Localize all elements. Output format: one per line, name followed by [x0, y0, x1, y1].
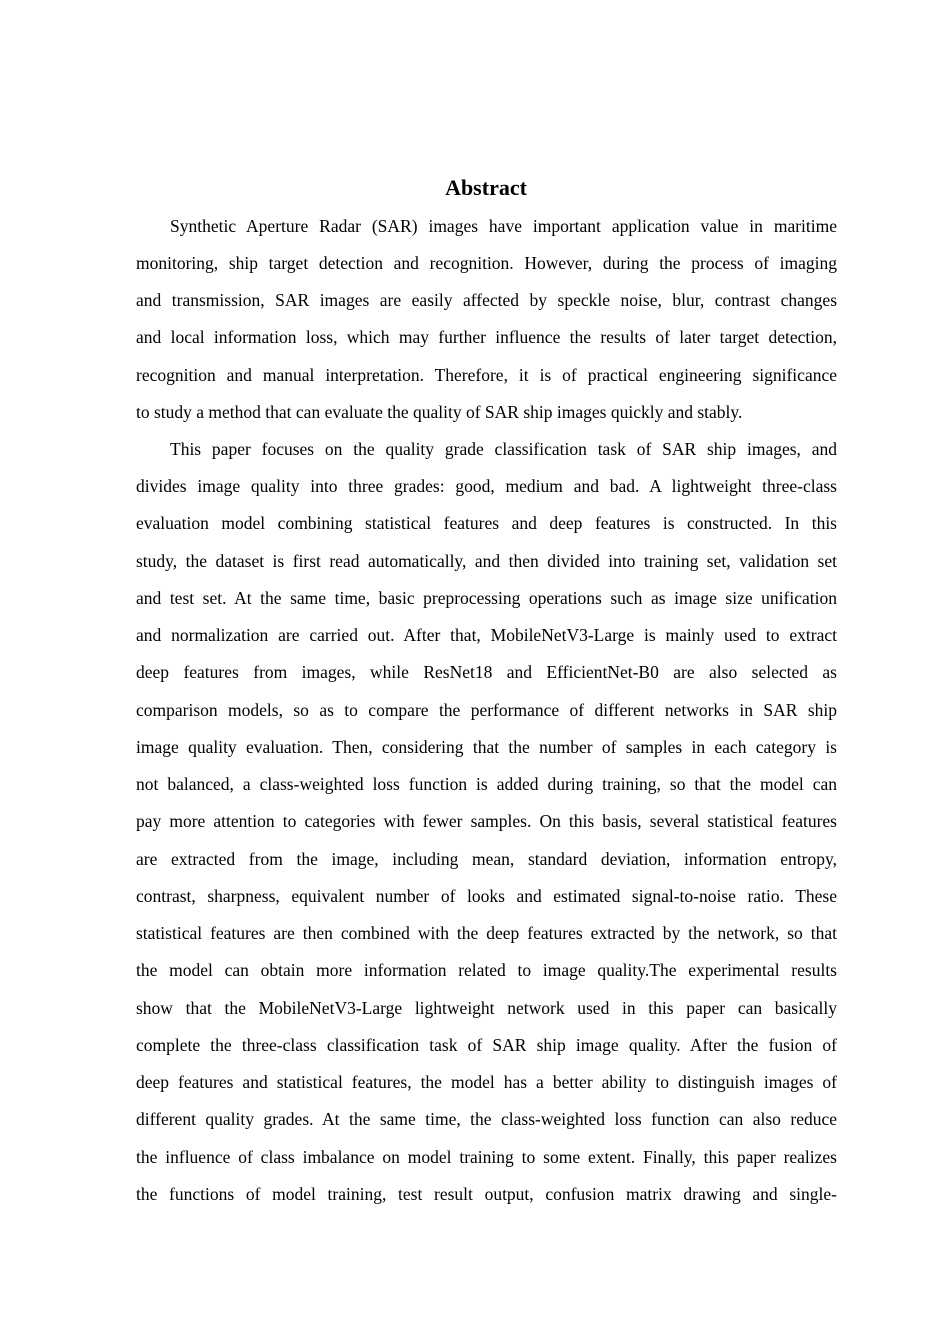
paragraph-1-line-3: and transmission, SAR images are easily affected by speckle noise, blur, contrast changes [136, 290, 837, 310]
paragraph-2-line-15: the model can obtain more information related to image quality.The experimental results [136, 960, 837, 980]
paragraph-2-line-11: pay more attention to categories with fewer samples. On this basis, several statistical features [136, 811, 837, 831]
paragraph-2-line-9: image quality evaluation. Then, considering that the number of samples in each category is [136, 737, 837, 757]
paragraph-2-line-8: comparison models, so as to compare the performance of different networks in SAR ship [136, 700, 837, 720]
paragraph-2-line-14: statistical features are then combined with the deep features extracted by the network, so that [136, 923, 837, 943]
paragraph-2-line-6: and normalization are carried out. After that, MobileNetV3-Large is mainly used to extract [136, 625, 837, 645]
paragraph-1-line-5: recognition and manual interpretation. Therefore, it is of practical engineering significance [136, 365, 837, 385]
paragraph-1-line-6: to study a method that can evaluate the quality of SAR ship images quickly and stably. [136, 402, 743, 422]
paragraph-2-line-3: evaluation model combining statistical features and deep features is constructed. In this [136, 513, 837, 533]
paragraph-2-line-16: show that the MobileNetV3-Large lightweight network used in this paper can basically [136, 998, 837, 1018]
paragraph-2-line-12: are extracted from the image, including mean, standard deviation, information entropy, [136, 849, 837, 869]
paragraph-2-line-4: study, the dataset is first read automatically, and then divided into training set, validation set [136, 551, 837, 571]
paragraph-1-line-2: monitoring, ship target detection and recognition. However, during the process of imaging [136, 253, 837, 273]
paragraph-1-line-1: Synthetic Aperture Radar (SAR) images have important application value in maritime [170, 216, 837, 236]
paragraph-2-line-7: deep features from images, while ResNet18 and EfficientNet-B0 are also selected as [136, 662, 837, 682]
abstract-heading: Abstract [445, 175, 527, 200]
paragraph-2-line-18: deep features and statistical features, the model has a better ability to distinguish images of [136, 1072, 837, 1092]
paragraph-2-line-19: different quality grades. At the same time, the class-weighted loss function can also reduce [136, 1109, 837, 1129]
paragraph-2-line-10: not balanced, a class-weighted loss function is added during training, so that the model can [136, 774, 837, 794]
paragraph-2-line-13: contrast, sharpness, equivalent number of looks and estimated signal-to-noise ratio. These [136, 886, 837, 906]
paragraph-2-line-1: This paper focuses on the quality grade classification task of SAR ship images, and [170, 439, 837, 459]
paragraph-2-line-17: complete the three-class classification task of SAR ship image quality. After the fusion of [136, 1035, 837, 1055]
paragraph-1-line-4: and local information loss, which may further influence the results of later target detection, [136, 327, 837, 347]
paragraph-2-line-2: divides image quality into three grades: good, medium and bad. A lightweight three-class [136, 476, 837, 496]
paragraph-2-line-20: the influence of class imbalance on model training to some extent. Finally, this paper realizes [136, 1147, 837, 1167]
paragraph-2-line-21: the functions of model training, test result output, confusion matrix drawing and single- [136, 1184, 837, 1204]
paragraph-2-line-5: and test set. At the same time, basic preprocessing operations such as image size unification [136, 588, 837, 608]
